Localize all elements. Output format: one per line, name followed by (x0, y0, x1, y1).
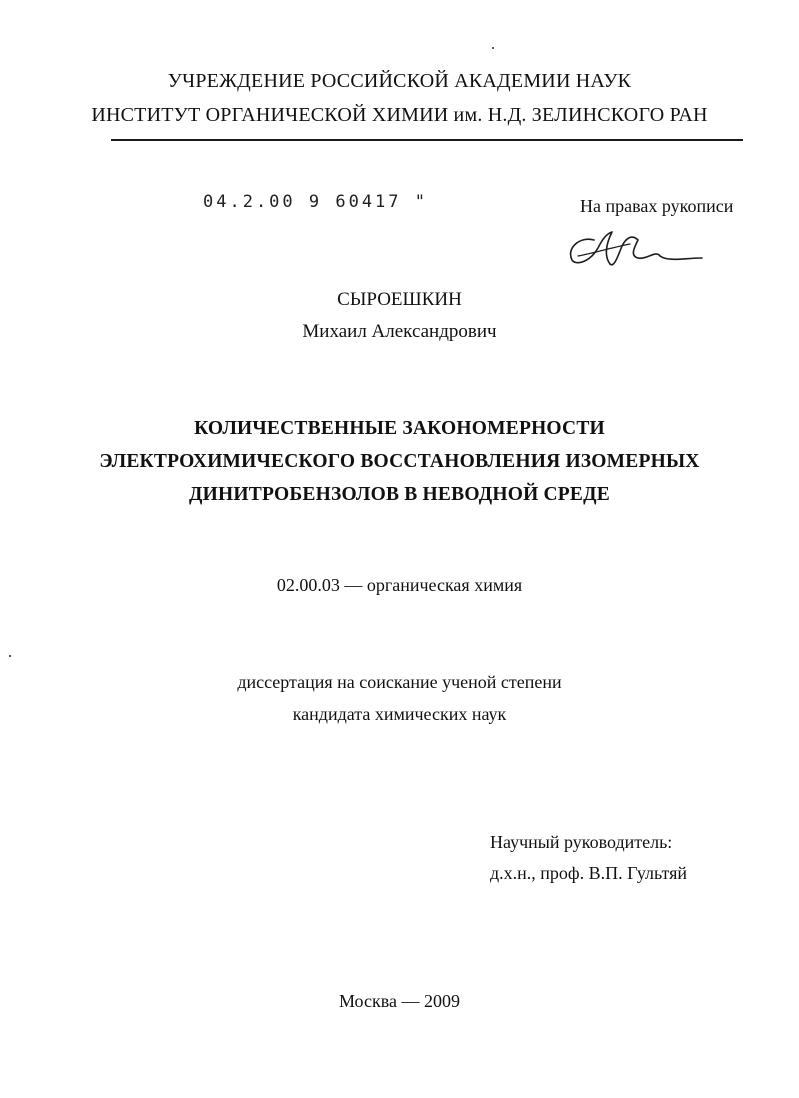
library-stamp-number: 04.2.00 9 60417 " (203, 192, 428, 212)
dissertation-title-line: ДИНИТРОБЕНЗОЛОВ В НЕВОДНОЙ СРЕДЕ (189, 484, 610, 505)
dissertation-title-line: КОЛИЧЕСТВЕННЫЕ ЗАКОНОМЕРНОСТИ (194, 418, 605, 439)
supervisor-label: Научный руководитель: (490, 832, 673, 852)
degree-name: кандидата химических наук (292, 704, 507, 724)
dissertation-title-line: ЭЛЕКТРОХИМИЧЕСКОГО ВОССТАНОВЛЕНИЯ ИЗОМЕРНЫХ (99, 451, 700, 472)
city-year: Москва — 2009 (339, 991, 460, 1011)
header-rule (111, 139, 743, 141)
scan-speck (9, 655, 11, 657)
scan-speck (492, 47, 494, 49)
degree-statement: диссертация на соискание ученой степени (237, 672, 562, 692)
institute-name: ИНСТИТУТ ОРГАНИЧЕСКОЙ ХИМИИ им. Н.Д. ЗЕЛИНСКОГО РАН (91, 104, 708, 126)
specialty-code: 02.00.03 — органическая химия (276, 575, 523, 595)
signature (560, 226, 710, 272)
manuscript-rights-note: На правах рукописи (580, 196, 734, 216)
author-surname: СЫРОЕШКИН (337, 289, 462, 310)
author-given-names: Михаил Александрович (302, 321, 497, 342)
supervisor-name: д.х.н., проф. В.П. Гультяй (490, 863, 688, 883)
institution-name: УЧРЕЖДЕНИЕ РОССИЙСКОЙ АКАДЕМИИ НАУК (167, 70, 632, 92)
